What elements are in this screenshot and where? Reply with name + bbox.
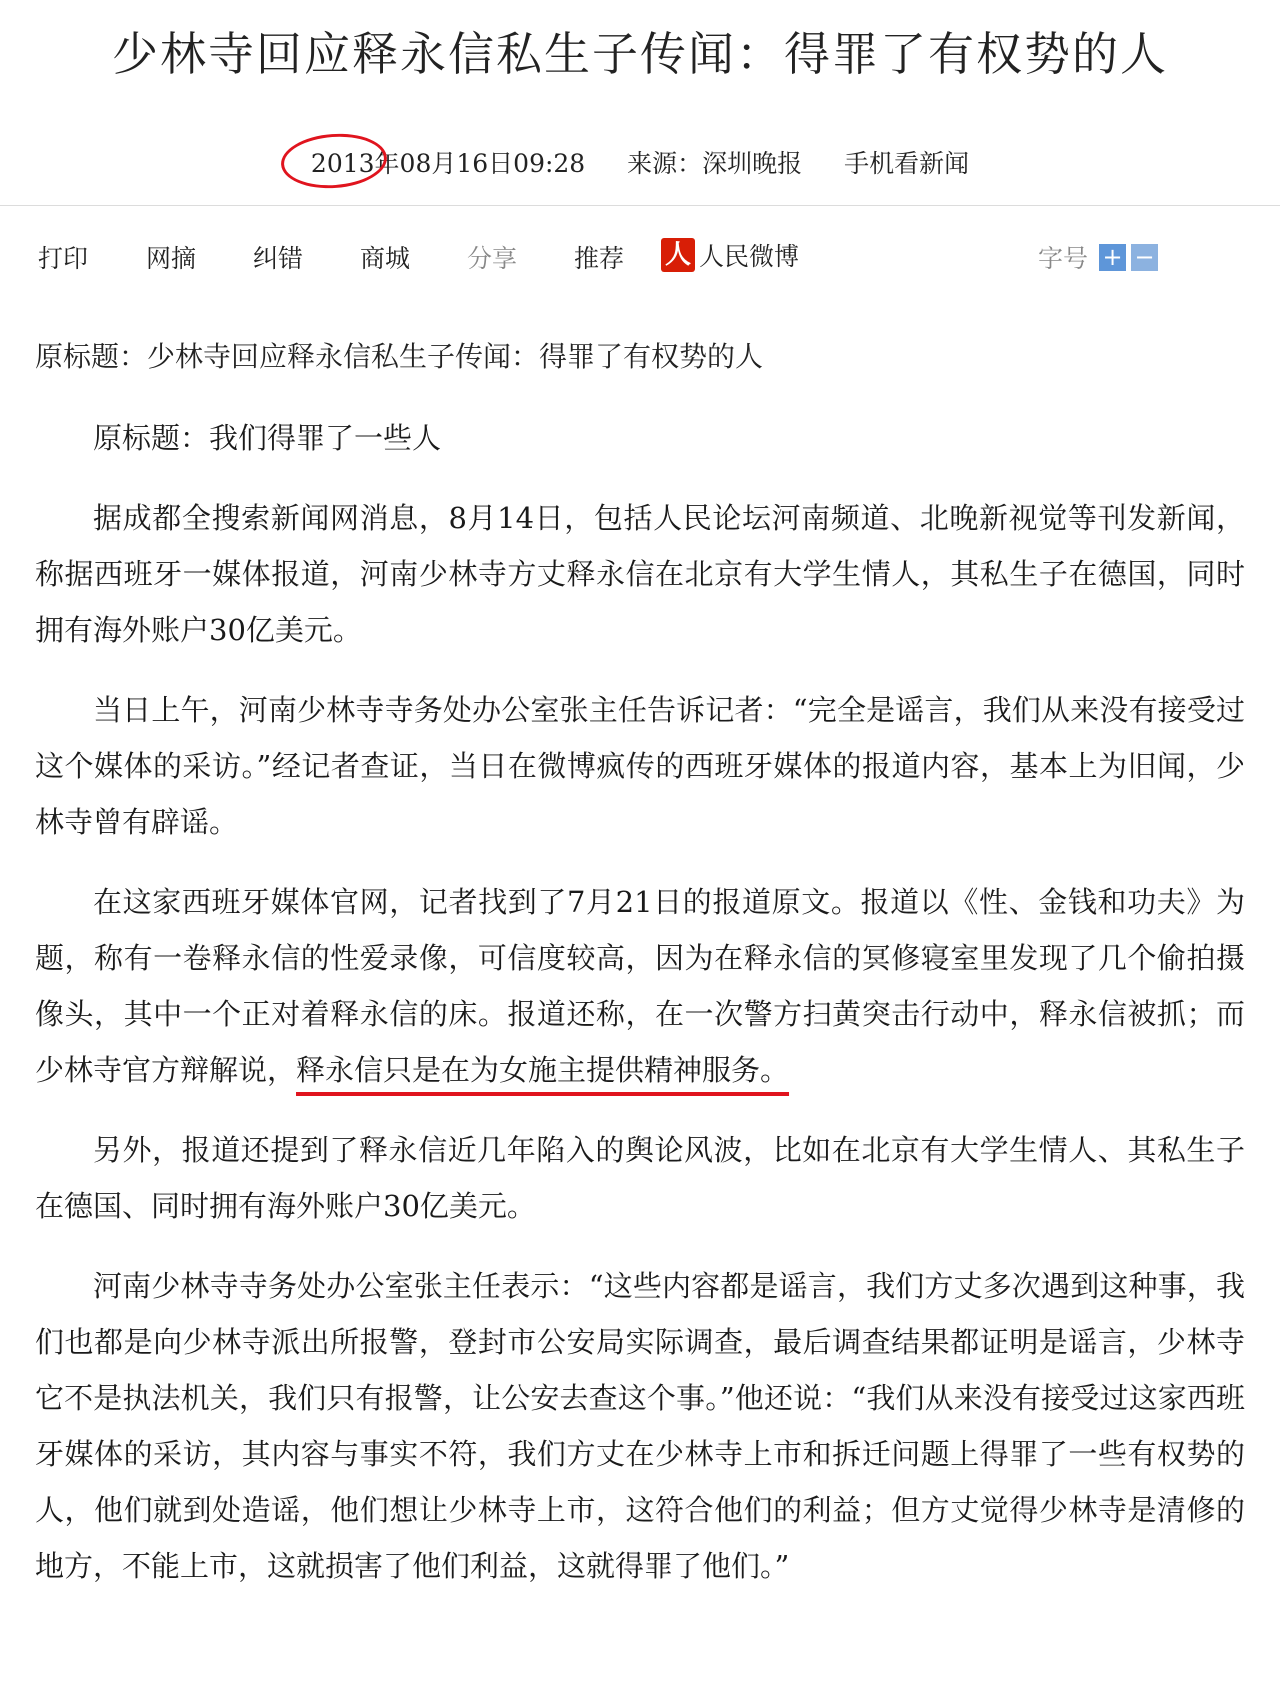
paragraph-text: 在这家西班牙媒体官网，记者找到了7月21日的报道原文。报道以《性、金钱和功夫》为题，称有一卷释永信的性爱录像，可信度较高，因为在释永信的冥修寝室里发现了几个偷拍摄像头，其中一个正对着释永信的床。报道还称，在一次警方扫黄突击行动中，释永信被抓；而少林寺官方辩解说， bbox=[35, 885, 1245, 1087]
article-paragraph: 原标题：我们得罪了一些人 bbox=[93, 421, 442, 455]
article-body bbox=[35, 410, 1245, 1618]
mall-button[interactable]: 商城 bbox=[360, 244, 411, 273]
red-underlined-text: 释永信只是在为女施主提供精神服务。 bbox=[296, 1053, 790, 1087]
article-paragraph: 另外，报道还提到了释永信近几年陷入的舆论风波，比如在北京有大学生情人、其私生子在德国、同时拥有海外账户30亿美元。 bbox=[35, 1133, 1245, 1223]
font-size-control bbox=[1038, 239, 1158, 275]
publish-date-rest: 08月16日09:28 bbox=[399, 149, 586, 178]
original-title: 原标题：少林寺回应释永信私生子传闻：得罪了有权势的人 bbox=[35, 340, 764, 373]
mobile-news-link[interactable]: 手机看新闻 bbox=[844, 149, 970, 178]
correct-button[interactable]: 纠错 bbox=[253, 244, 304, 273]
font-decrease-icon[interactable]: − bbox=[1131, 244, 1158, 271]
weibo-label: 人民微博 bbox=[699, 242, 800, 271]
year-text: 2013年 bbox=[310, 149, 400, 178]
font-increase-icon[interactable]: + bbox=[1099, 244, 1126, 271]
source-link[interactable]: 深圳晚报 bbox=[702, 149, 803, 178]
article-meta bbox=[0, 144, 1280, 180]
excerpt-button[interactable]: 网摘 bbox=[146, 244, 197, 273]
red-circle-annotation bbox=[279, 130, 389, 191]
share-button[interactable]: 分享 bbox=[467, 244, 518, 273]
article-headline: 少林寺回应释永信私生子传闻：得罪了有权势的人 bbox=[112, 27, 1168, 81]
weibo-logo-icon: 人 bbox=[661, 238, 695, 272]
recommend-button[interactable]: 推荐 bbox=[574, 244, 625, 273]
publish-year bbox=[311, 144, 400, 180]
print-button[interactable]: 打印 bbox=[38, 244, 89, 273]
article-toolbar bbox=[0, 235, 1280, 279]
article-paragraph: 河南少林寺寺务处办公室张主任表示：“这些内容都是谣言，我们方丈多次遇到这种事，我们也都是向少林寺派出所报警，登封市公安局实际调查，最后调查结果都证明是谣言，少林寺它不是执法机关，我们只有报警，让公安去查这个事。”他还说：“我们从来没有接受过这家西班牙媒体的采访，其内容与事实不符，我们方丈在少林寺上市和拆迁问题上得罪了一些有权势的人，他们就到处造谣，他们想让少林寺上市，这符合他们的利益；但方丈觉得少林寺是清修的地方，不能上市，这就损害了他们利益，这就得罪了他们。” bbox=[35, 1269, 1245, 1583]
header-divider bbox=[0, 205, 1280, 206]
article-paragraph: 据成都全搜索新闻网消息，8月14日，包括人民论坛河南频道、北晚新视觉等刊发新闻，称据西班牙一媒体报道，河南少林寺方丈释永信在北京有大学生情人，其私生子在德国，同时拥有海外账户30亿美元。 bbox=[35, 501, 1245, 647]
article-paragraph: 当日上午，河南少林寺寺务处办公室张主任告诉记者：“完全是谣言，我们从来没有接受过这个媒体的采访。”经记者查证，当日在微博疯传的西班牙媒体的报道内容，基本上为旧闻，少林寺曾有辟谣。 bbox=[35, 693, 1245, 839]
article-paragraph bbox=[35, 874, 1245, 1098]
people-weibo-button[interactable] bbox=[661, 235, 799, 275]
font-size-label: 字号 bbox=[1038, 244, 1089, 273]
source-label: 来源： bbox=[627, 149, 703, 178]
